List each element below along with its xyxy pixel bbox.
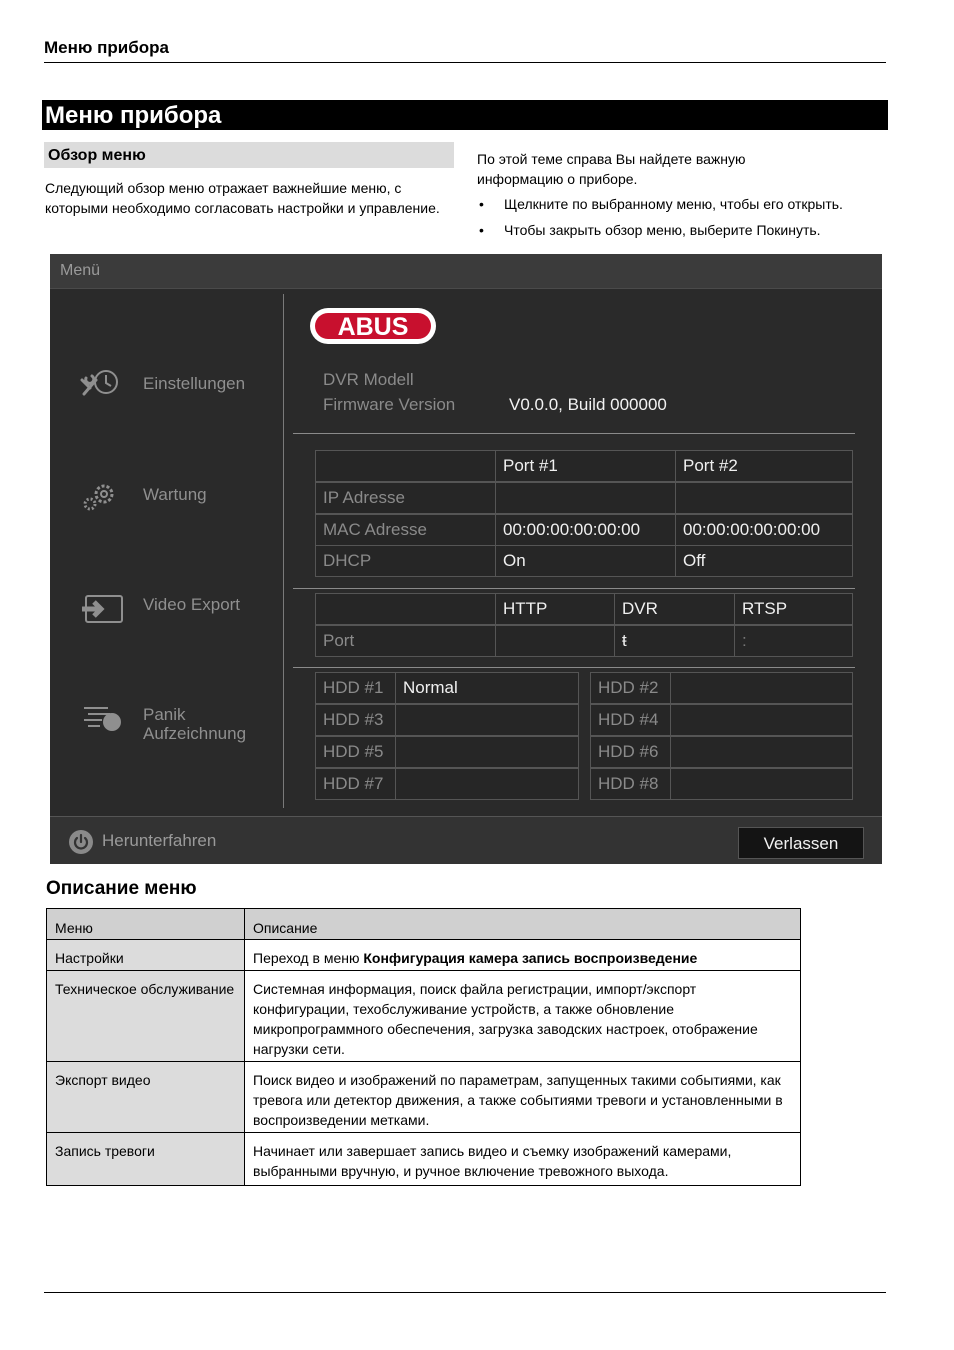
hdd4-status <box>670 704 853 736</box>
ports-header-dvr: DVR <box>614 593 735 625</box>
row-description: Поиск видео и изображений по параметрам, запущенных такими событиями, как тревога или детектор движения, а также событиями тревоги и установленными в воспроизведении метками. <box>245 1062 801 1133</box>
network-header-port2: Port #2 <box>675 450 853 482</box>
panic-record-icon <box>80 700 124 736</box>
model-label: DVR Modell <box>323 370 414 389</box>
ports-header-empty <box>315 593 496 625</box>
hdd6-status <box>670 736 853 768</box>
hdd5-status <box>395 736 579 768</box>
hdd6-label: HDD #6 <box>590 736 671 768</box>
menu-label-maintenance[interactable]: Wartung <box>143 485 207 504</box>
hdd7-status <box>395 768 579 800</box>
row-menu: Экспорт видео <box>47 1062 245 1133</box>
page-header-title: Меню прибора <box>44 38 169 57</box>
hdd2-status <box>670 672 853 704</box>
hdd3-status <box>395 704 579 736</box>
menu-label-panic-record[interactable] <box>143 705 246 743</box>
help-bullets <box>476 194 896 246</box>
mac-label: MAC Adresse <box>315 514 496 546</box>
tools-icon <box>76 366 120 402</box>
ports-header-http: HTTP <box>495 593 615 625</box>
port-rtsp: : <box>734 625 853 657</box>
col-header-menu: Меню <box>47 909 245 940</box>
table-row <box>47 1062 801 1133</box>
table-row <box>47 971 801 1062</box>
menu-item-video-export[interactable] <box>80 590 124 631</box>
row-description-bold: Конфигурация камера запись воспроизведение <box>363 950 698 966</box>
menu-description-table <box>46 908 801 1186</box>
gears-icon <box>76 478 120 514</box>
dvr-title-bar <box>50 254 882 289</box>
port-http <box>495 625 615 657</box>
menu-label-panic-line1: Panik <box>143 705 186 724</box>
hdd2-label: HDD #2 <box>590 672 671 704</box>
menu-item-panic-record[interactable] <box>80 700 124 741</box>
dvr-menu-screenshot <box>50 254 882 864</box>
ip-label: IP Adresse <box>315 482 496 514</box>
footer-divider <box>44 1292 886 1293</box>
ip-port1 <box>495 482 676 514</box>
table-row <box>47 940 801 971</box>
hdd7-label: HDD #7 <box>315 768 396 800</box>
menu-item-settings[interactable] <box>76 366 120 407</box>
row-menu: Запись тревоги <box>47 1133 245 1186</box>
dvr-window-title: Menü <box>60 262 101 279</box>
menu-label-video-export[interactable]: Video Export <box>143 595 241 614</box>
row-description-text: Переход в меню <box>253 950 364 966</box>
network-header-empty <box>315 450 496 482</box>
chapter-banner: Меню прибора <box>42 100 888 130</box>
description-heading: Описание меню <box>46 878 197 899</box>
menu-item-maintenance[interactable] <box>76 478 120 519</box>
port-label: Port <box>315 625 496 657</box>
dhcp-port1: On <box>495 545 676 577</box>
port-dvr: ŧ <box>614 625 735 657</box>
sidebar-divider <box>283 294 284 808</box>
row-description: Начинает или завершает запись видео и съемку изображений камерами, выбранными вручную, и ручное включение тревожного выхода. <box>245 1133 801 1186</box>
row-menu: Техническое обслуживание <box>47 971 245 1062</box>
mac-port1: 00:00:00:00:00:00 <box>495 514 676 546</box>
table-row <box>47 1133 801 1186</box>
dhcp-port2: Off <box>675 545 853 577</box>
dvr-bottom-bar <box>50 816 882 864</box>
exit-button[interactable]: Verlassen <box>738 827 864 859</box>
help-text: По этой теме справа Вы найдете важную информацию о приборе. <box>477 151 746 187</box>
network-header-port1: Port #1 <box>495 450 676 482</box>
firmware-label: Firmware Version <box>323 395 456 414</box>
table-header-row <box>47 909 801 940</box>
power-icon[interactable] <box>68 829 94 855</box>
menu-label-settings[interactable]: Einstellungen <box>143 374 246 393</box>
separator <box>293 433 855 434</box>
dhcp-label: DHCP <box>315 545 496 577</box>
hdd3-label: HDD #3 <box>315 704 396 736</box>
hdd1-label: HDD #1 <box>315 672 396 704</box>
overview-heading: Обзор меню <box>44 142 454 168</box>
menu-label-panic-line2: Aufzeichnung <box>143 724 247 743</box>
overview-text: Следующий обзор меню отражает важнейшие меню, с которыми необходимо согласовать настройки и управление. <box>45 180 440 216</box>
bullet-item: • Чтобы закрыть обзор меню, выберите Покинуть. <box>476 220 896 240</box>
bullet-item: • Щелкните по выбранному меню, чтобы его открыть. <box>476 194 896 214</box>
col-header-description: Описание <box>245 909 801 940</box>
header-divider <box>44 62 886 63</box>
shutdown-label[interactable]: Herunterfahren <box>102 831 217 850</box>
abus-logo <box>308 306 438 346</box>
export-icon <box>80 590 124 626</box>
hdd1-status: Normal <box>395 672 579 704</box>
row-menu: Настройки <box>47 940 245 971</box>
ports-header-rtsp: RTSP <box>734 593 853 625</box>
separator <box>293 588 855 589</box>
hdd5-label: HDD #5 <box>315 736 396 768</box>
hdd8-label: HDD #8 <box>590 768 671 800</box>
mac-port2: 00:00:00:00:00:00 <box>675 514 853 546</box>
logo-text: ABUS <box>337 313 409 341</box>
hdd4-label: HDD #4 <box>590 704 671 736</box>
separator <box>293 667 855 668</box>
firmware-value: V0.0.0, Build 000000 <box>509 395 667 414</box>
row-description <box>245 940 801 971</box>
hdd8-status <box>670 768 853 800</box>
row-description: Системная информация, поиск файла регистрации, импорт/экспорт конфигурации, техобслуживание устройств, а также обновление микропрограммного обеспечения, загрузка заводских настроек, отображение нагрузки сети. <box>245 971 801 1062</box>
ip-port2 <box>675 482 853 514</box>
